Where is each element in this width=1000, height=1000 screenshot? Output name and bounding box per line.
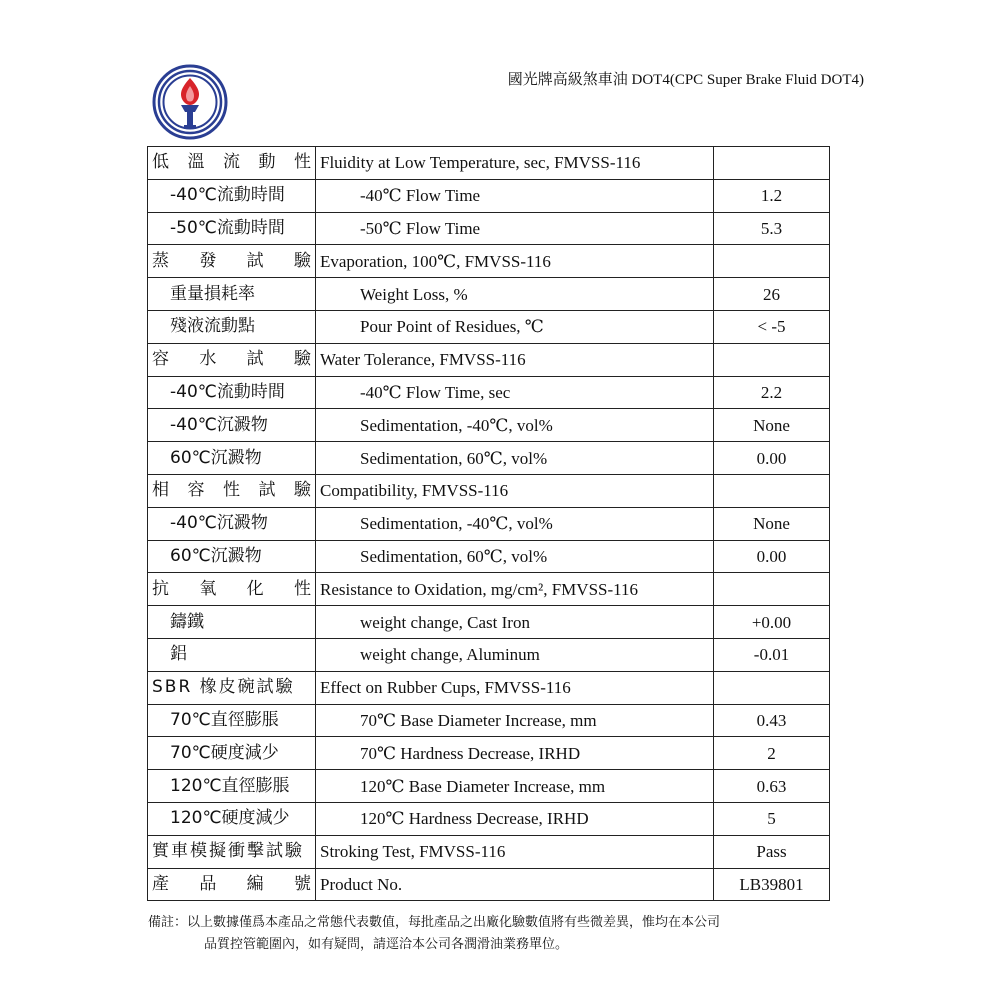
item-value: 0.43 <box>714 704 830 737</box>
table-row <box>148 606 830 639</box>
item-name-en: Effect on Rubber Cups, FMVSS-116 <box>316 671 714 704</box>
item-name-zh: 抗 氧 化 性 <box>148 573 316 606</box>
item-value: 0.00 <box>714 540 830 573</box>
item-name-en: Sedimentation, -40℃, vol% <box>316 409 714 442</box>
item-name-en: Weight Loss, % <box>316 278 714 311</box>
item-value <box>714 671 830 704</box>
category-row <box>148 835 830 868</box>
category-row <box>148 474 830 507</box>
item-value <box>714 245 830 278</box>
item-name-zh: 殘液流動點 <box>148 310 316 343</box>
item-name-en: weight change, Cast Iron <box>316 606 714 639</box>
item-value: 2 <box>714 737 830 770</box>
item-name-zh: 70℃硬度減少 <box>148 737 316 770</box>
item-value: < -5 <box>714 310 830 343</box>
item-name-en: Sedimentation, 60℃, vol% <box>316 442 714 475</box>
item-value: Pass <box>714 835 830 868</box>
table-row <box>148 212 830 245</box>
item-name-en: 70℃ Hardness Decrease, IRHD <box>316 737 714 770</box>
item-name-zh: 重量損耗率 <box>148 278 316 311</box>
item-value: 2.2 <box>714 376 830 409</box>
item-value <box>714 343 830 376</box>
document-title: 國光牌高級煞車油 DOT4(CPC Super Brake Fluid DOT4) <box>507 72 864 88</box>
item-name-zh: 120℃硬度減少 <box>148 802 316 835</box>
category-row <box>148 868 830 901</box>
item-name-en: Product No. <box>316 868 714 901</box>
item-name-zh: -40℃流動時間 <box>148 179 316 212</box>
table-row <box>148 770 830 803</box>
item-value: 5 <box>714 802 830 835</box>
table-row <box>148 540 830 573</box>
item-name-en: -50℃ Flow Time <box>316 212 714 245</box>
spec-table <box>147 146 830 901</box>
table-row <box>148 638 830 671</box>
category-row <box>148 573 830 606</box>
table-row <box>148 737 830 770</box>
item-value: LB39801 <box>714 868 830 901</box>
item-name-en: Compatibility, FMVSS-116 <box>316 474 714 507</box>
item-name-zh: -50℃流動時間 <box>148 212 316 245</box>
table-row <box>148 802 830 835</box>
item-name-en: Resistance to Oxidation, mg/cm², FMVSS-116 <box>316 573 714 606</box>
item-name-zh: -40℃流動時間 <box>148 376 316 409</box>
item-name-zh: 實車模擬衝擊試驗 <box>148 835 316 868</box>
category-row <box>148 343 830 376</box>
item-name-zh: SBR 橡皮碗試驗 <box>148 671 316 704</box>
item-value: None <box>714 409 830 442</box>
item-name-zh: 60℃沉澱物 <box>148 442 316 475</box>
item-value: +0.00 <box>714 606 830 639</box>
item-value: 1.2 <box>714 179 830 212</box>
item-value: 0.00 <box>714 442 830 475</box>
item-name-en: 70℃ Base Diameter Increase, mm <box>316 704 714 737</box>
category-row <box>148 147 830 180</box>
item-name-en: Water Tolerance, FMVSS-116 <box>316 343 714 376</box>
item-value: -0.01 <box>714 638 830 671</box>
item-name-en: -40℃ Flow Time <box>316 179 714 212</box>
item-value: None <box>714 507 830 540</box>
item-name-en: 120℃ Base Diameter Increase, mm <box>316 770 714 803</box>
item-value: 5.3 <box>714 212 830 245</box>
item-name-en: Sedimentation, -40℃, vol% <box>316 507 714 540</box>
table-row <box>148 704 830 737</box>
item-name-zh: 60℃沉澱物 <box>148 540 316 573</box>
table-row <box>148 442 830 475</box>
item-name-en: -40℃ Flow Time, sec <box>316 376 714 409</box>
item-name-zh: 鑄鐵 <box>148 606 316 639</box>
category-row <box>148 671 830 704</box>
item-value: 0.63 <box>714 770 830 803</box>
item-name-zh: 蒸 發 試 驗 <box>148 245 316 278</box>
item-value <box>714 573 830 606</box>
table-row <box>148 409 830 442</box>
table-row <box>148 278 830 311</box>
item-name-zh: -40℃沉澱物 <box>148 409 316 442</box>
footnote-line-2: 品質控管範圍內，如有疑問，請逕洽本公司各潤滑油業務單位。 <box>204 937 569 952</box>
table-row <box>148 310 830 343</box>
item-name-en: Fluidity at Low Temperature, sec, FMVSS-116 <box>316 147 714 180</box>
footnote-line-1: 備註：以上數據僅爲本產品之常態代表數值，每批產品之出廠化驗數值將有些微差異，惟均在本公司 <box>148 915 721 930</box>
table-row <box>148 179 830 212</box>
item-name-zh: 產 品 編 號 <box>148 868 316 901</box>
item-name-zh: 低 溫 流 動 性 <box>148 147 316 180</box>
cpc-torch-logo-icon <box>152 64 228 140</box>
table-row <box>148 507 830 540</box>
item-name-en: Stroking Test, FMVSS-116 <box>316 835 714 868</box>
item-name-zh: 容 水 試 驗 <box>148 343 316 376</box>
item-name-en: weight change, Aluminum <box>316 638 714 671</box>
footnote <box>148 912 868 956</box>
item-name-en: Sedimentation, 60℃, vol% <box>316 540 714 573</box>
table-row <box>148 376 830 409</box>
item-value: 26 <box>714 278 830 311</box>
item-name-en: Pour Point of Residues, ℃ <box>316 310 714 343</box>
item-name-zh: 相 容 性 試 驗 <box>148 474 316 507</box>
category-row <box>148 245 830 278</box>
item-name-en: Evaporation, 100℃, FMVSS-116 <box>316 245 714 278</box>
item-value <box>714 147 830 180</box>
item-name-zh: 鋁 <box>148 638 316 671</box>
item-name-zh: -40℃沉澱物 <box>148 507 316 540</box>
item-name-zh: 120℃直徑膨脹 <box>148 770 316 803</box>
item-name-en: 120℃ Hardness Decrease, IRHD <box>316 802 714 835</box>
item-value <box>714 474 830 507</box>
item-name-zh: 70℃直徑膨脹 <box>148 704 316 737</box>
